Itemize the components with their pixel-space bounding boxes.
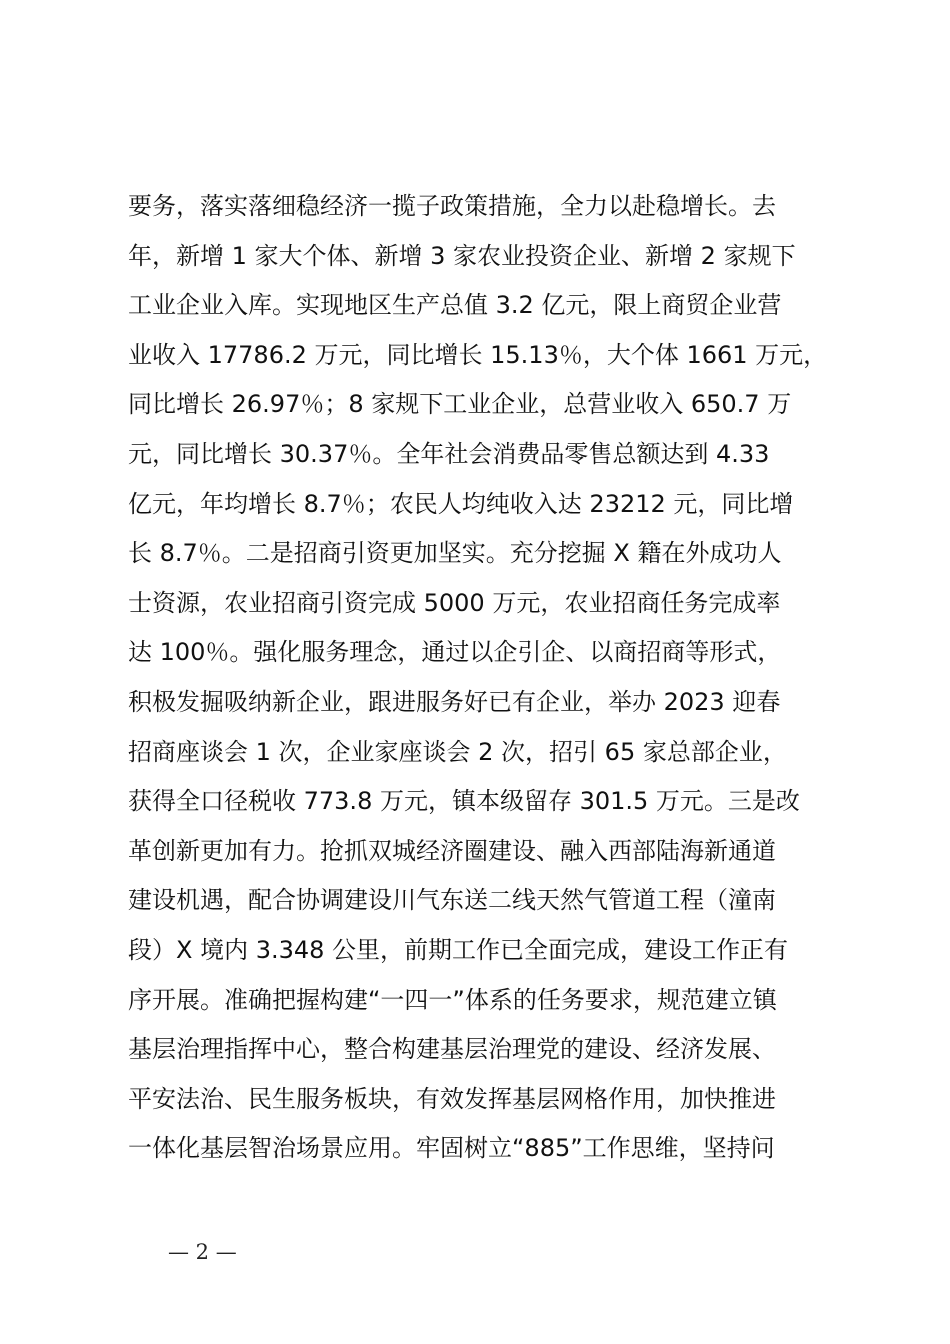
- text-line: 亿元，年均增长 8.7％；农民人均纯收入达 23212 元，同比增: [128, 489, 794, 518]
- text-line: 工业企业入库。实现地区生产总值 3.2 亿元，限上商贸企业营: [128, 291, 782, 320]
- text-line: 同比增长 26.97％；8 家规下工业企业，总营业收入 650.7 万: [128, 390, 792, 419]
- text-line: 元，同比增长 30.37％。全年社会消费品零售总额达到 4.33: [128, 439, 770, 468]
- text-line: 长 8.7％。二是招商引资更加坚实。充分挖掘 X 籍在外成功人: [128, 539, 782, 568]
- text-line: 要务，落实落细稳经济一揽子政策措施，全力以赴稳增长。去: [128, 192, 776, 220]
- text-line: 士资源，农业招商引资完成 5000 万元，农业招商任务完成率: [128, 588, 781, 617]
- text-line: 年，新增 1 家大个体、新增 3 家农业投资企业、新增 2 家规下: [128, 241, 796, 270]
- text-line: 业收入 17786.2 万元，同比增长 15.13％，大个体 1661 万元，: [128, 340, 828, 369]
- text-line: 获得全口径税收 773.8 万元，镇本级留存 301.5 万元。三是改: [128, 787, 800, 816]
- text-line: 序开展。准确把握构建“一四一”体系的任务要求，规范建立镇: [128, 985, 777, 1014]
- text-line: 积极发掘吸纳新企业，跟进服务好已有企业，举办 2023 迎春: [128, 687, 781, 716]
- page-number: — 2 —: [168, 1240, 237, 1264]
- body-paragraph: [128, 182, 844, 1174]
- text-line: 一体化基层智治场景应用。牢固树立“885”工作思维，坚持问: [128, 1134, 775, 1163]
- text-line: 建设机遇，配合协调建设川气东送二线天然气管道工程（潼南: [128, 886, 776, 915]
- text-line: 平安法治、民生服务板块，有效发挥基层网格作用，加快推进: [128, 1084, 776, 1113]
- text-line: 基层治理指挥中心，整合构建基层治理党的建设、经济发展、: [128, 1035, 776, 1064]
- text-line: 革创新更加有力。抢抓双城经济圈建设、融入西部陆海新通道: [128, 836, 776, 865]
- text-line: 招商座谈会 1 次，企业家座谈会 2 次，招引 65 家总部企业，: [128, 737, 787, 766]
- text-line: 达 100％。强化服务理念，通过以企引企、以商招商等形式，: [128, 638, 782, 667]
- text-line: 段）X 境内 3.348 公里，前期工作已全面完成，建设工作正有: [128, 935, 789, 964]
